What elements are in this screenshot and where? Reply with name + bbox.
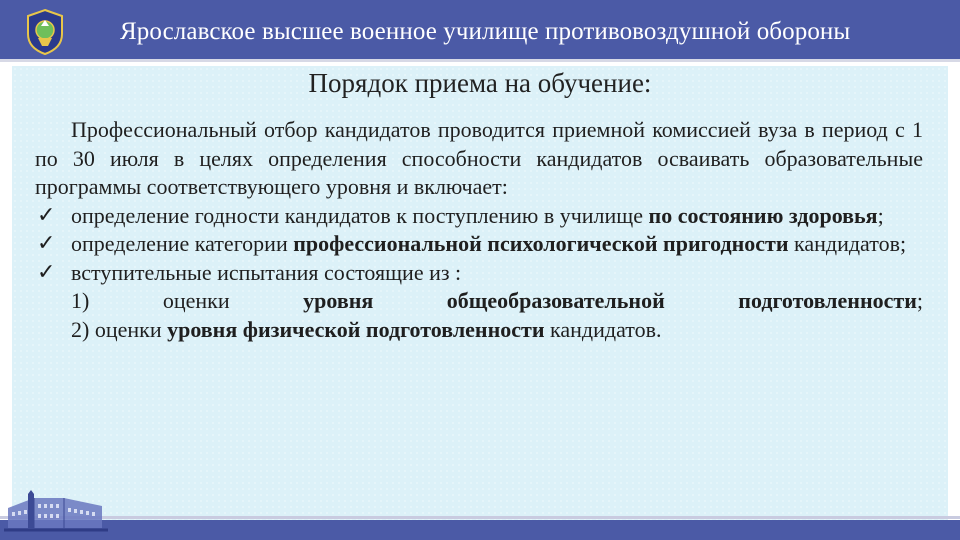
sub-item-bold: уровня физической подготовленности xyxy=(167,316,545,342)
footer-divider xyxy=(0,516,960,519)
bullet-text: определение годности кандидатов к поступлению в училище xyxy=(71,202,649,228)
header-title: Ярославское высшее военное училище противовоздушной обороны xyxy=(120,18,851,45)
list-item xyxy=(35,230,923,259)
bullet-bold: по состоянию здоровья xyxy=(648,202,878,228)
sub-item-text-end: кандидатов. xyxy=(544,316,662,342)
shield-emblem-icon xyxy=(24,8,66,56)
intro-paragraph: Профессиональный отбор кандидатов проводится приемной комиссией вуза в период с 1 по 30 июля в целях определения способности кандидатов осваивать образовательные программы соответствующего уровня и включает: xyxy=(35,117,923,199)
sub-item xyxy=(35,287,923,316)
sub-item-text: 2) оценки xyxy=(71,316,168,342)
bullet-text-end: ; xyxy=(877,202,884,228)
sub-item xyxy=(35,316,923,345)
academy-building-icon xyxy=(4,484,108,536)
list-item xyxy=(35,259,923,288)
sub-item-bold: уровня общеобразовательной подготовленности xyxy=(303,288,917,313)
checkmark-icon: ✓ xyxy=(37,259,56,285)
checkmark-icon: ✓ xyxy=(37,202,56,228)
bullet-text: определение категории xyxy=(71,231,294,256)
sub-item-text: 1) оценки xyxy=(71,288,304,313)
header-bar xyxy=(0,0,960,62)
bullet-bold: профессиональной психологической пригодности xyxy=(293,231,789,256)
slide-body xyxy=(35,116,923,344)
checkmark-icon: ✓ xyxy=(37,231,56,256)
list-item xyxy=(35,202,923,231)
footer-bar xyxy=(0,520,960,540)
slide-title: Порядок приема на обучение: xyxy=(308,68,652,98)
bullet-text: вступительные испытания состоящие из : xyxy=(71,259,462,285)
sub-item-text-end: ; xyxy=(916,288,923,313)
bullet-text-end: кандидатов; xyxy=(788,231,907,256)
